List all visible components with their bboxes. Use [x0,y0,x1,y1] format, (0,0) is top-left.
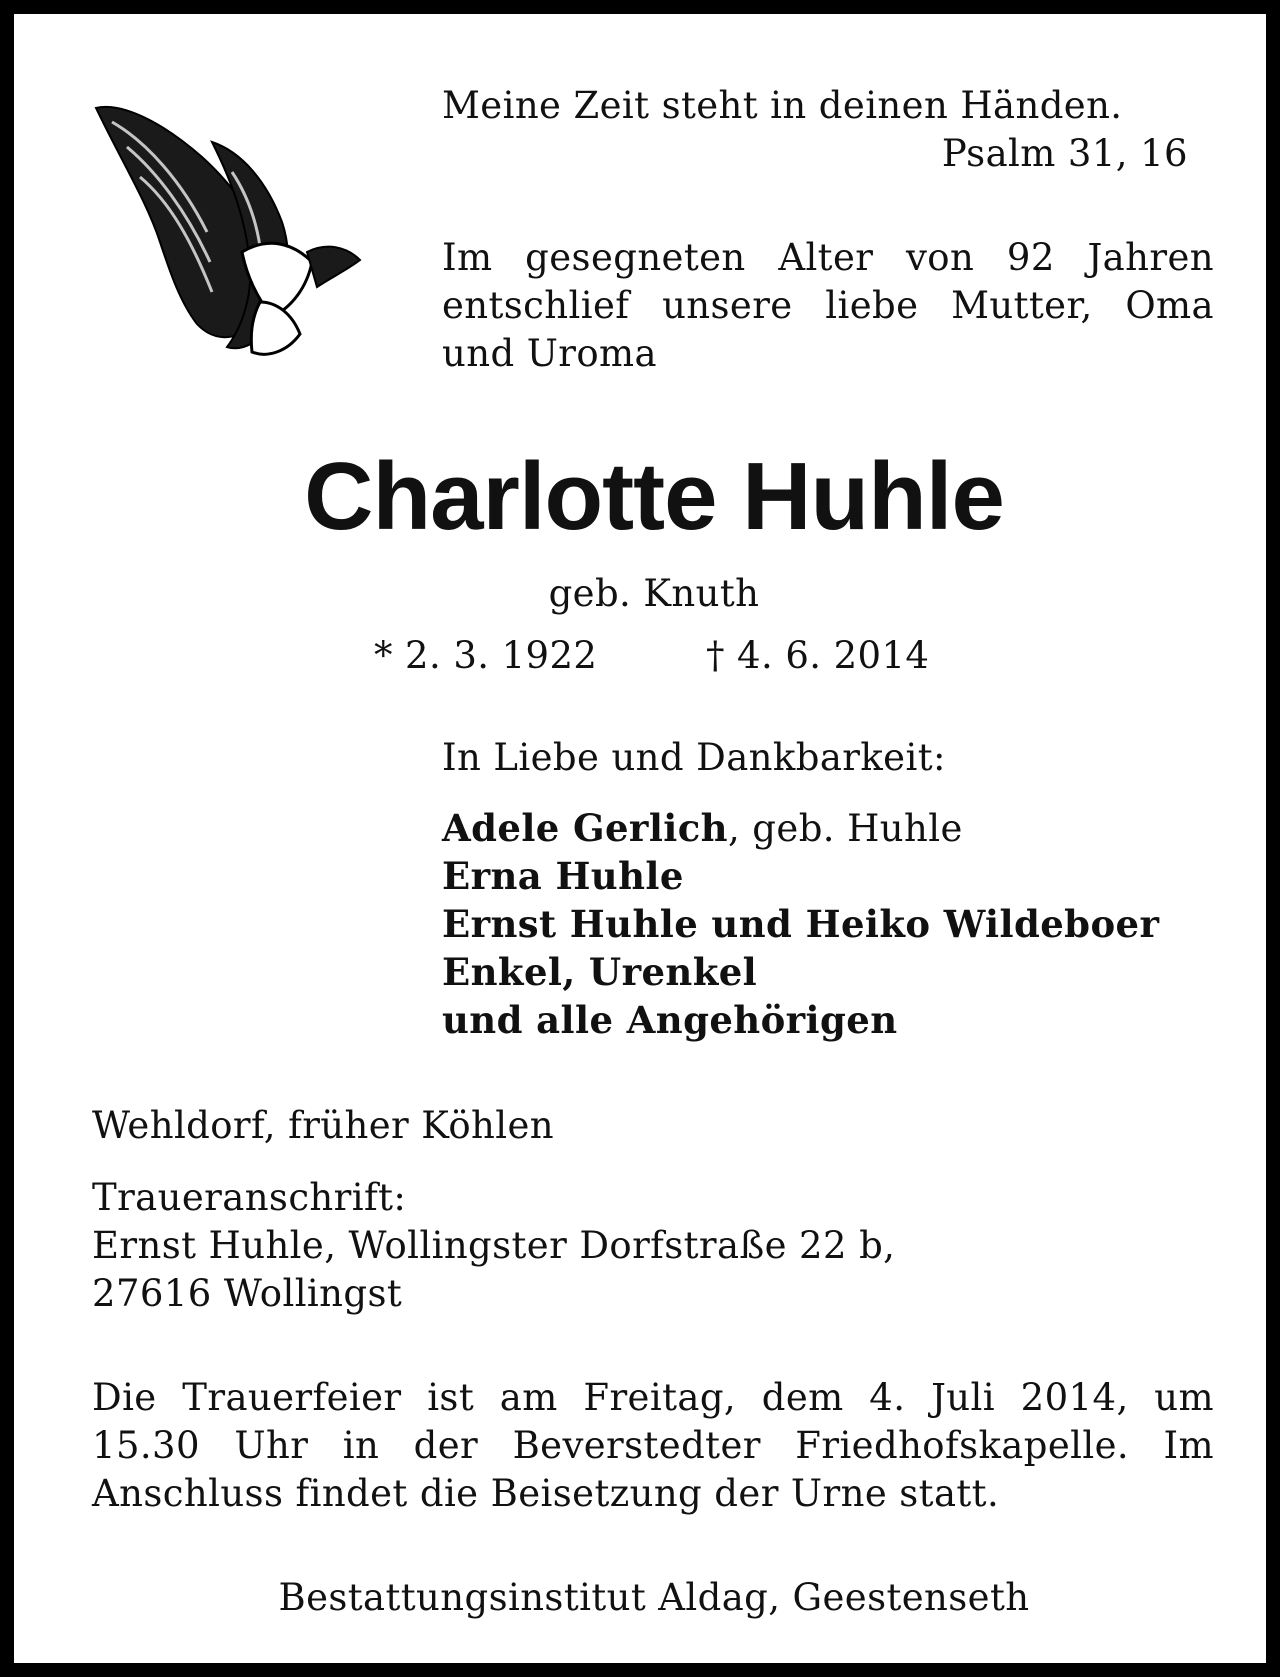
address-line: 27616 Wollingst [92,1272,403,1315]
mourner-detail: , geb. Huhle [727,807,963,850]
location: Wehldorf, früher Köhlen [92,1104,555,1147]
mourner-line: Erna Huhle [442,854,684,898]
address-label: Traueranschrift: [92,1176,407,1219]
maiden-name: geb. Knuth [548,572,760,615]
mourner-line: und alle Angehörigen [442,998,898,1042]
undertaker: Bestattungsinstitut Aldag, Geestenseth [278,1576,1030,1619]
service-line: Anschluss findet die Beisetzung der Urne statt. [92,1472,1000,1515]
psalm-quote: Meine Zeit steht in deinen Händen. [442,84,1123,127]
service-line: Die Trauerfeier ist am Freitag, dem 4. Juli 2014, um [92,1376,1214,1419]
praying-hands-icon [92,102,362,362]
mourner-line [442,806,963,850]
intro-paragraph [442,234,1214,378]
mourners-heading: In Liebe und Dankbarkeit: [442,736,946,779]
address-line: Ernst Huhle, Wollingster Dorfstraße 22 b, [92,1224,896,1267]
deceased-name: Charlotte Huhle [304,443,1004,550]
intro-line: entschlief unsere liebe Mutter, Oma [442,284,1214,327]
service-paragraph [92,1374,1214,1518]
intro-line: und Uroma [442,332,657,375]
psalm-reference: Psalm 31, 16 [941,132,1188,175]
mourner-line: Enkel, Urenkel [442,950,758,994]
birth-date: * 2. 3. 1922 [374,634,598,677]
mourner-name: Adele Gerlich [442,806,728,850]
mourner-line: Ernst Huhle und Heiko Wildeboer [442,902,1160,946]
service-line: 15.30 Uhr in der Beverstedter Friedhofskapelle. Im [92,1424,1214,1467]
death-date: † 4. 6. 2014 [706,634,930,677]
intro-line: Im gesegneten Alter von 92 Jahren [442,236,1214,279]
